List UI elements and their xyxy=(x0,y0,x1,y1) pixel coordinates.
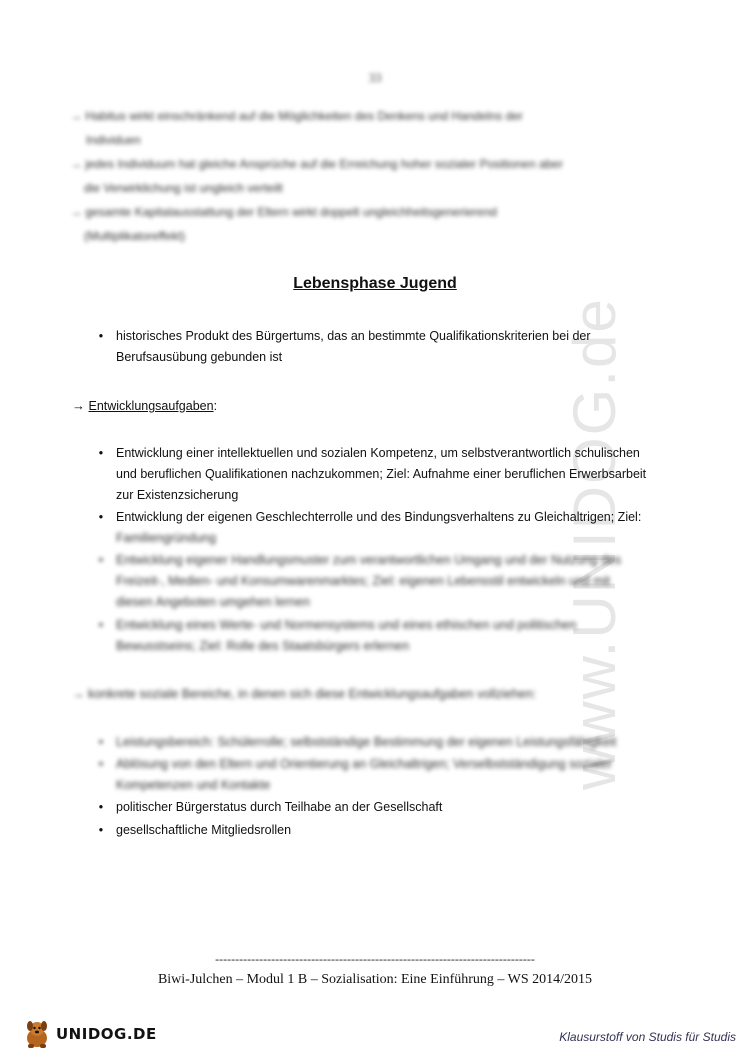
bullet-dot: • xyxy=(98,757,104,771)
task-text: zur Existenzsicherung xyxy=(116,488,239,502)
watermark-text: www.UNIDOG.de xyxy=(561,297,628,790)
intro-line: → jedes Individuum hat gleiche Ansprüche auf die Erreichung hoher sozialer Positionen aber xyxy=(70,157,563,171)
dog-logo-icon xyxy=(22,1018,52,1050)
task-text: und beruflichen Qualifikationen nachzukommen; Ziel: Aufnahme einer beruflichen Erwerbsarbeit xyxy=(116,467,647,481)
tagline: Klausurstoff von Studis für Studis xyxy=(559,1030,736,1044)
bullet-dot: • xyxy=(98,735,104,749)
task-text-blurred: diesen Angeboten umgehen lernen xyxy=(116,595,310,609)
area-text: gesellschaftliche Mitgliedsrollen xyxy=(116,823,292,837)
bullet-dot: • xyxy=(98,510,104,524)
task-text-blurred: Familiengründung xyxy=(116,531,217,545)
bullet-dot: • xyxy=(98,800,104,814)
bullet-dot: • xyxy=(98,618,104,632)
task-text-blurred: Freizeit-, Medien- und Konsumwarenmarktes; Ziel: eigenen Lebensstil entwickeln und mit xyxy=(116,574,610,588)
arrow-icon: → xyxy=(72,398,85,413)
task-text: Entwicklung der eigenen Geschlechterrolle und des Bindungsverhaltens zu Gleichaltrigen; Ziel: xyxy=(116,510,642,524)
arrow-heading-blurred: → konkrete soziale Bereiche, in denen sich diese Entwicklungsaufgaben vollziehen: xyxy=(72,687,537,701)
bullet-dot: • xyxy=(98,446,104,460)
area-text-blurred: Leistungsbereich: Schülerrolle; selbstständige Bestimmung der eigenen Leistungsfähigkeit xyxy=(116,735,617,749)
arrow-heading-suffix: : xyxy=(213,399,218,413)
task-text: Entwicklung einer intellektuellen und sozialen Kompetenz, um selbstverantwortlich schulischen xyxy=(116,446,640,460)
bullet-dot: • xyxy=(98,329,104,343)
area-text-blurred: Kompetenzen und Kontakte xyxy=(116,778,271,792)
footer-rule: -------------------------------------------------------------------------------- xyxy=(215,952,535,966)
area-text-blurred: Ablösung von den Eltern und Orientierung an Gleichaltrigen; Verselbstständigung sozialer xyxy=(116,757,613,771)
page-number: 33 xyxy=(368,70,382,85)
section-title: Lebensphase Jugend xyxy=(293,275,457,292)
intro-line: die Verwirklichung ist ungleich verteilt xyxy=(84,181,283,195)
area-text: politischer Bürgerstatus durch Teilhabe an der Gesellschaft xyxy=(116,800,443,814)
bullet-text: Berufsausübung gebunden ist xyxy=(116,350,283,364)
arrow-heading xyxy=(72,395,217,417)
logo[interactable] xyxy=(22,1017,157,1051)
arrow-heading-label: Entwicklungsaufgaben xyxy=(88,399,214,413)
intro-line: → gesamte Kapitalausstattung der Eltern wirkt doppelt ungleichheitsgenerierend xyxy=(70,205,497,219)
footer-text: Biwi-Julchen – Modul 1 B – Sozialisation: Eine Einführung – WS 2014/2015 xyxy=(157,972,593,987)
bullet-dot: • xyxy=(98,823,104,837)
task-text-blurred: Entwicklung eines Werte- und Normensystems und eines ethischen und politischen xyxy=(116,618,577,632)
intro-line: (Multiplikatoreffekt) xyxy=(84,229,186,243)
intro-line: Individuen xyxy=(86,133,141,147)
task-text-blurred: Bewusstseins; Ziel: Rolle des Staatsbürgers erlernen xyxy=(116,639,410,653)
logo-text: UNIDOG.DE xyxy=(56,1025,157,1043)
intro-line: → Habitus wirkt einschränkend auf die Möglichkeiten des Denkens und Handelns der xyxy=(70,109,523,123)
task-text-blurred: Entwicklung eigener Handlungsmuster zum verantwortlichen Umgang und der Nutzung des xyxy=(116,553,622,567)
bullet-text: historisches Produkt des Bürgertums, das an bestimmte Qualifikationskriterien bei der xyxy=(116,329,591,343)
bullet-dot: • xyxy=(98,553,104,567)
